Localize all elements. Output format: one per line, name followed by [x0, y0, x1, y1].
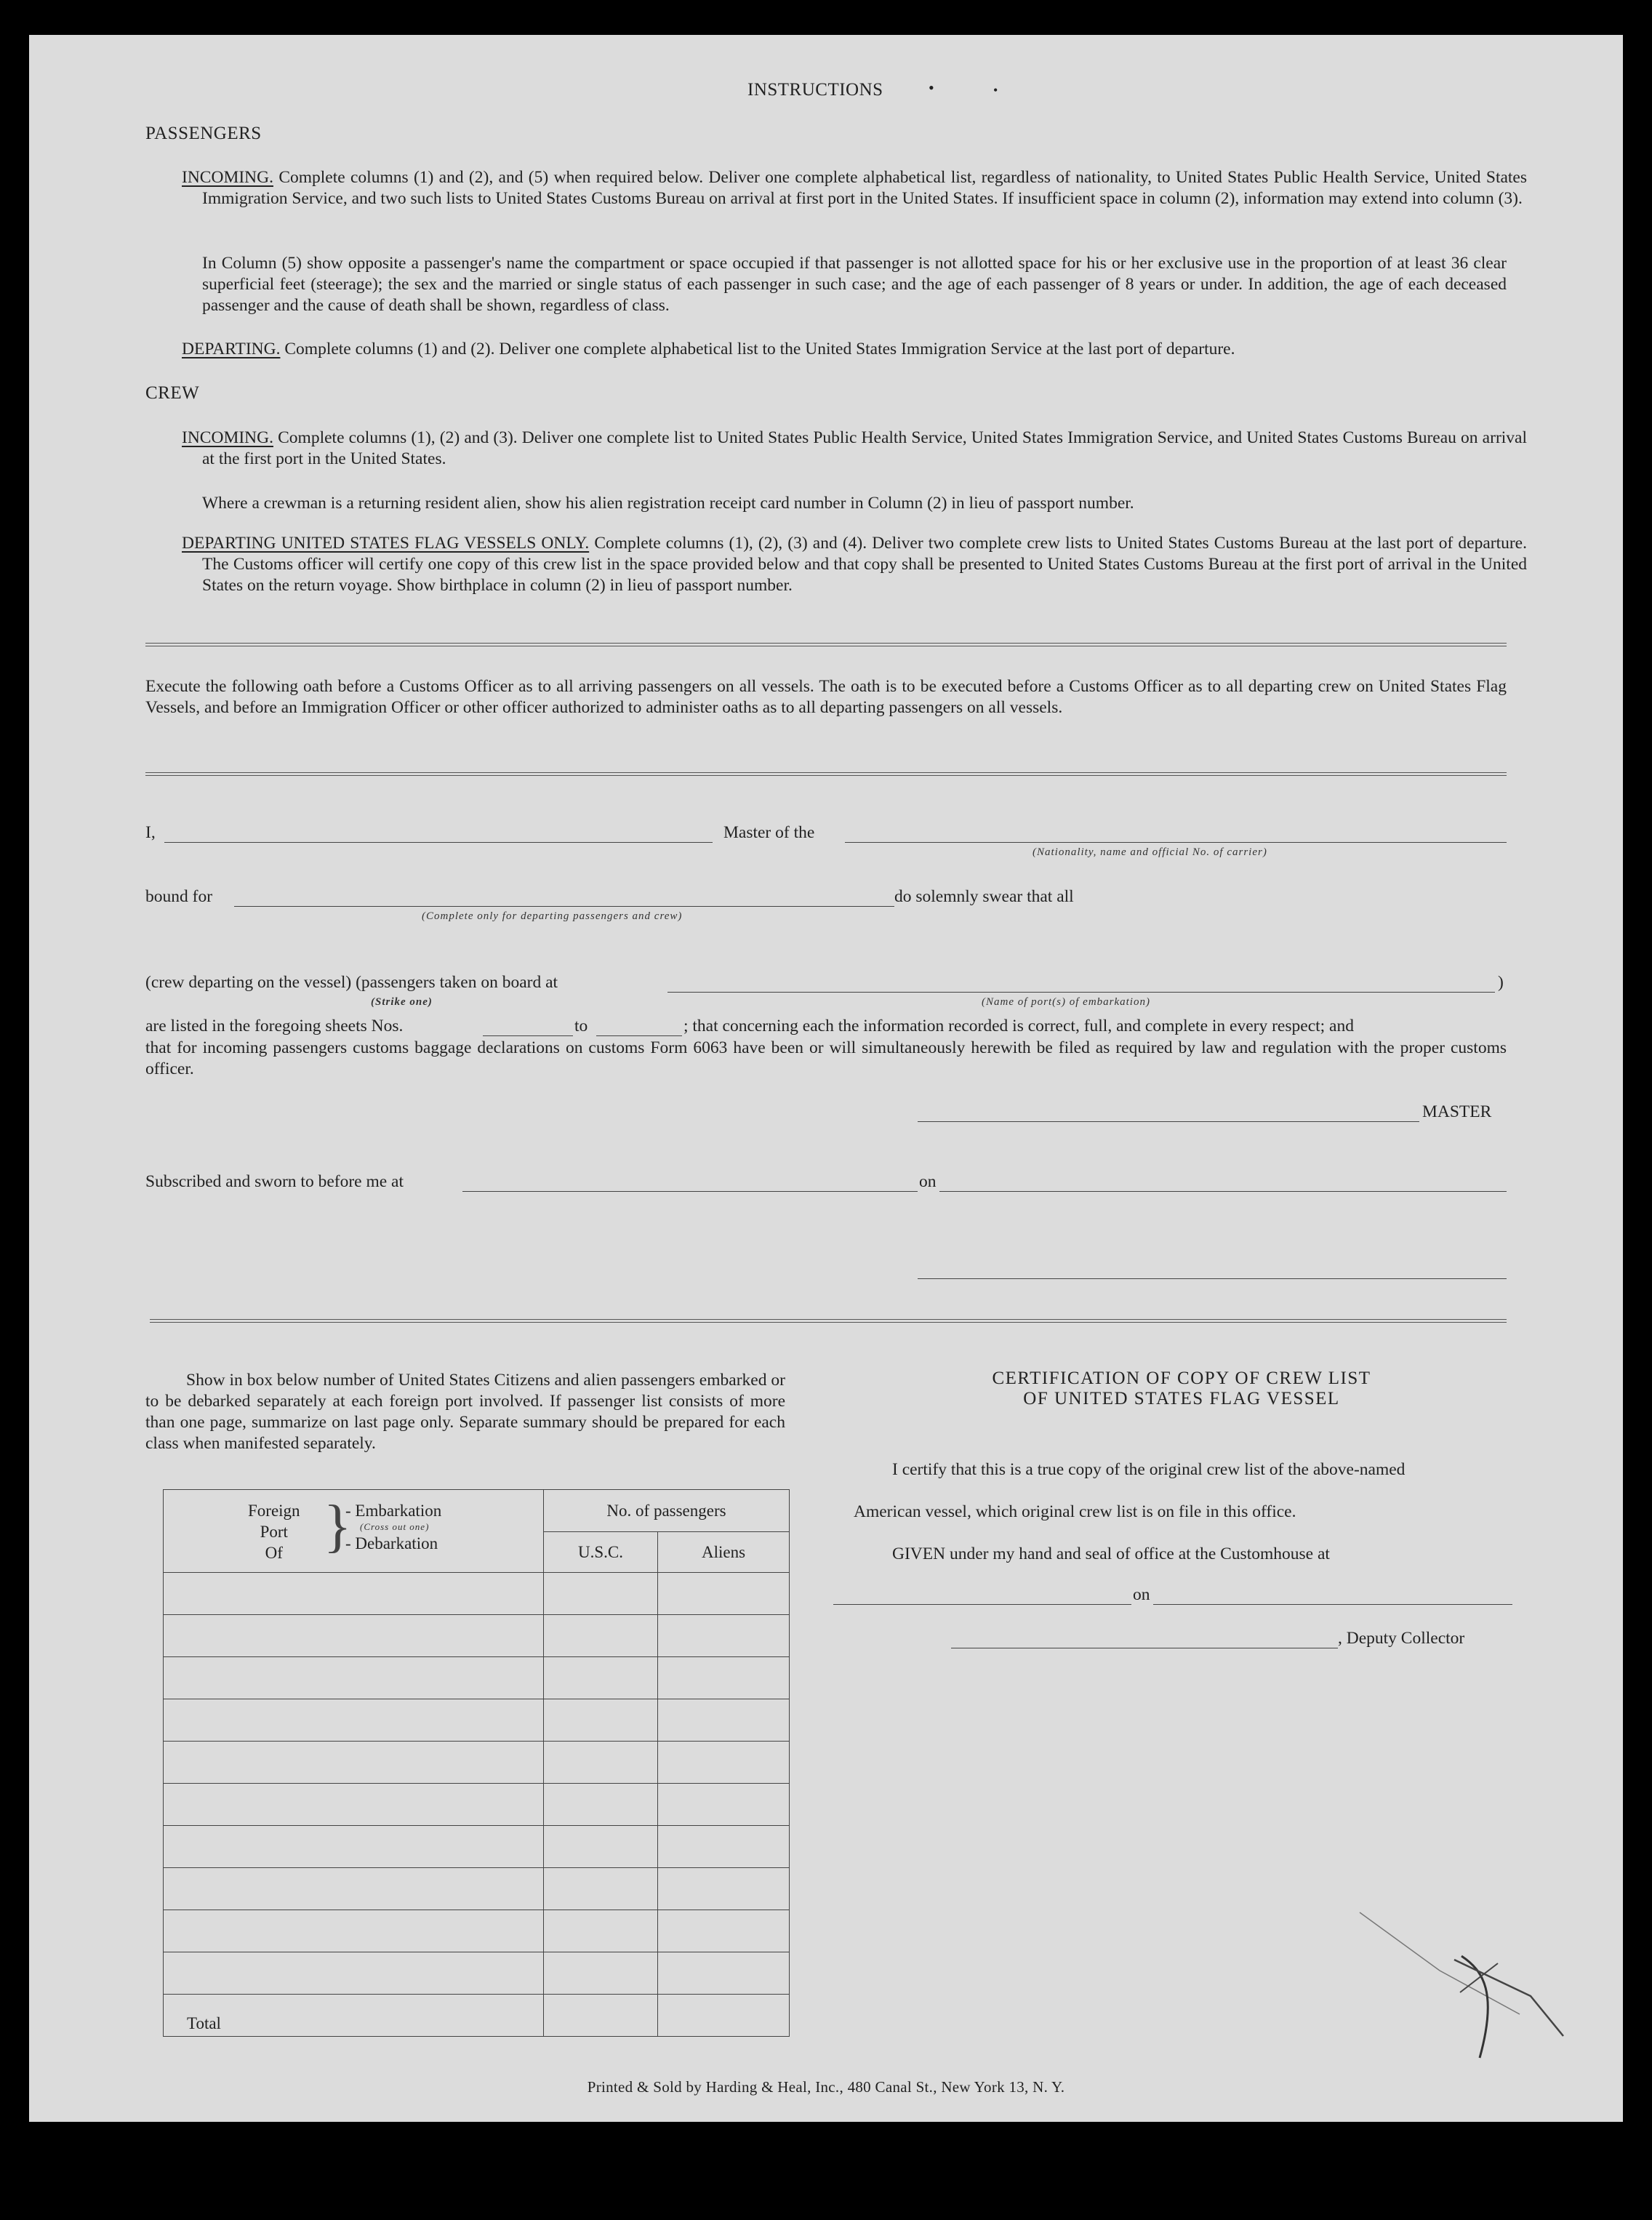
sheet-to-field[interactable]: [596, 1035, 682, 1036]
section-divider: [145, 772, 1507, 776]
officer-signature-field[interactable]: [918, 1278, 1507, 1279]
crew-incoming-label: INCOMING.: [182, 428, 273, 447]
crew-incoming-text: Complete columns (1), (2) and (3). Deliver one complete list to United States Public Health Service, United States Immigration Service, and United States Customs Bureau on arrival at the first port in the United States.: [202, 428, 1528, 468]
sworn-date-field[interactable]: [939, 1191, 1507, 1192]
table-row: [164, 1868, 790, 1910]
table-row: [164, 1826, 790, 1868]
usc-total-cell[interactable]: [544, 1995, 658, 2037]
passengers-departing-label: DEPARTING.: [182, 340, 281, 358]
aliens-cell[interactable]: [658, 1784, 790, 1826]
certification-title: [851, 1369, 1512, 1409]
close-paren: ): [1498, 973, 1504, 992]
passengers-departing-paragraph: [182, 339, 1507, 360]
of-label: Of: [265, 1544, 283, 1562]
embarkation-ports-field[interactable]: [667, 992, 1495, 993]
crew-departing-paragraph: [182, 533, 1527, 596]
usc-cell[interactable]: [544, 1615, 658, 1657]
vessel-field[interactable]: [845, 842, 1507, 843]
crew-departing-label: DEPARTING UNITED STATES FLAG VESSELS ONLY.: [182, 534, 590, 553]
nationality-caption: (Nationality, name and official No. of carrier): [1032, 846, 1267, 858]
certify-line1: I certify that this is a true copy of the original crew list of the above-named: [892, 1460, 1406, 1479]
table-row: [164, 1573, 790, 1615]
master-name-field[interactable]: [164, 842, 713, 843]
certification-title-line1: CERTIFICATION OF COPY OF CREW LIST: [992, 1369, 1371, 1388]
embarkation-option: - Embarkation: [345, 1502, 442, 1520]
debarkation-option: - Debarkation: [345, 1534, 438, 1552]
usc-cell[interactable]: [544, 1742, 658, 1784]
port-cell[interactable]: [164, 1657, 544, 1699]
port-cell[interactable]: [164, 1784, 544, 1826]
master-of-label: Master of the: [723, 823, 815, 842]
brace-icon: }: [324, 1494, 352, 1558]
passengers-incoming-text: Complete columns (1) and (2), and (5) when required below. Deliver one complete alphabetical list, regardless of nationality, to United States Public Health Service, United States Immigration Service, and two such lists to United States Customs Bureau on arrival at first port in the United States. If insufficient space in column (2), information may extend into column (3).: [202, 168, 1528, 208]
strike-one-caption: (Strike one): [371, 996, 433, 1008]
crew-incoming-paragraph: [182, 428, 1527, 470]
crew-passengers-label: (crew departing on the vessel) (passengers taken on board at: [145, 973, 558, 992]
port-cell[interactable]: [164, 1952, 544, 1995]
solemnly-label: do solemnly swear that all: [894, 887, 1074, 906]
crew-departing-text: Complete columns (1), (2), (3) and (4). Deliver two complete crew lists to United States Customs Bureau at the last port of departure. The Customs officer will certify one copy of this crew list in the space provided below and that copy shall be presented to United States Customs Bureau at the first port of arrival in the United States on the return voyage. Show birthplace in column (2) in lieu of passport number.: [202, 534, 1527, 595]
to-label: to: [574, 1017, 588, 1035]
port-cell[interactable]: [164, 1826, 544, 1868]
cross-out-caption: (Cross out one): [360, 1521, 430, 1532]
table-row: [164, 1742, 790, 1784]
port-cell[interactable]: [164, 1699, 544, 1742]
usc-cell[interactable]: [544, 1952, 658, 1995]
port-cell[interactable]: [164, 1910, 544, 1952]
aliens-total-cell[interactable]: [658, 1995, 790, 2037]
aliens-cell[interactable]: [658, 1699, 790, 1742]
customhouse-field[interactable]: [833, 1604, 1131, 1605]
aliens-cell[interactable]: [658, 1826, 790, 1868]
certification-title-line2: OF UNITED STATES FLAG VESSEL: [1023, 1389, 1340, 1408]
table-row: [164, 1910, 790, 1952]
given-line: GIVEN under my hand and seal of office at the Customhouse at: [892, 1544, 1330, 1563]
passengers-incoming-label: INCOMING.: [182, 168, 273, 187]
master-signature-field[interactable]: [918, 1121, 1419, 1122]
listed-rest: that for incoming passengers customs baggage declarations on customs Form 6063 have been or will simultaneously herewith be filed as required by law and regulation with the proper customs officer.: [145, 1038, 1507, 1078]
aliens-cell[interactable]: [658, 1657, 790, 1699]
deputy-collector-label: , Deputy Collector: [1338, 1629, 1465, 1648]
port-cell[interactable]: [164, 1615, 544, 1657]
table-row: [164, 1699, 790, 1742]
subscribed-label: Subscribed and sworn to before me at: [145, 1172, 404, 1191]
aliens-cell[interactable]: [658, 1742, 790, 1784]
usc-cell[interactable]: [544, 1573, 658, 1615]
usc-cell[interactable]: [544, 1826, 658, 1868]
aliens-cell[interactable]: [658, 1952, 790, 1995]
ports-caption: (Name of port(s) of embarkation): [982, 996, 1150, 1008]
no-passengers-header: No. of passengers: [544, 1490, 790, 1532]
crew-resident-paragraph: Where a crewman is a returning resident alien, show his alien registration receipt card number in Column (2) in lieu of passport number.: [202, 494, 1134, 513]
foreign-port-header: [164, 1490, 544, 1573]
printer-footer: Printed & Sold by Harding & Heal, Inc., 480 Canal St., New York 13, N. Y.: [587, 2078, 1065, 2096]
table-row: [164, 1784, 790, 1826]
page-title: INSTRUCTIONS: [747, 80, 883, 100]
aliens-cell[interactable]: [658, 1910, 790, 1952]
usc-cell[interactable]: [544, 1784, 658, 1826]
passengers-column5-paragraph: In Column (5) show opposite a passenger's name the compartment or space occupied if that passenger is not allotted space for his or her exclusive use in the proportion of at least 36 clear superficial feet (steerage); the sex and the married or single status of each passenger in such case; and the age of each passenger of 8 years or under. In addition, the age of each deceased passenger and the cause of death shall be shown, regardless of class.: [202, 254, 1507, 315]
master-label: MASTER: [1422, 1102, 1492, 1121]
aliens-header: Aliens: [658, 1532, 790, 1573]
oath-i-label: I,: [145, 823, 156, 842]
table-row: [164, 1657, 790, 1699]
stray-mark: •: [993, 83, 998, 97]
bound-for-label: bound for: [145, 887, 213, 906]
passengers-incoming-paragraph: [182, 167, 1527, 209]
cert-on-label: on: [1133, 1585, 1150, 1604]
usc-cell[interactable]: [544, 1699, 658, 1742]
sworn-place-field[interactable]: [462, 1191, 918, 1192]
passenger-summary-table: [163, 1489, 790, 2037]
port-cell[interactable]: [164, 1742, 544, 1784]
bound-for-field[interactable]: [234, 906, 894, 907]
total-label: Total: [164, 1995, 544, 2037]
foreign-label: Foreign: [248, 1502, 300, 1520]
passengers-heading: PASSENGERS: [145, 124, 262, 143]
summary-instructions: Show in box below number of United States Citizens and alien passengers embarked or to be debarked separately at each foreign port involved. If passenger list consists of more than one page, summarize on last page only. Separate summary should be prepared for each class when manifested separately.: [145, 1371, 785, 1453]
on-label: on: [919, 1172, 937, 1191]
port-label: Port: [260, 1523, 288, 1541]
aliens-cell[interactable]: [658, 1868, 790, 1910]
table-row: [164, 1615, 790, 1657]
listed-prefix: are listed in the foregoing sheets Nos.: [145, 1017, 404, 1035]
complete-caption: (Complete only for departing passengers and crew): [422, 910, 683, 922]
stray-mark: •: [929, 79, 934, 97]
listed-suffix: ; that concerning each the information recorded is correct, full, and complete in every respect; and: [683, 1017, 1354, 1035]
table-row: [164, 1952, 790, 1995]
usc-cell[interactable]: [544, 1910, 658, 1952]
section-divider: [150, 1319, 1507, 1323]
total-row: [164, 1995, 790, 2037]
section-divider: [145, 643, 1507, 646]
usc-cell[interactable]: [544, 1657, 658, 1699]
aliens-cell[interactable]: [658, 1573, 790, 1615]
aliens-cell[interactable]: [658, 1615, 790, 1657]
usc-header: U.S.C.: [544, 1532, 658, 1573]
certify-line2: American vessel, which original crew list is on file in this office.: [854, 1502, 1296, 1521]
usc-cell[interactable]: [544, 1868, 658, 1910]
handwritten-mark-icon: [1352, 1891, 1571, 2065]
cert-date-field[interactable]: [1153, 1604, 1512, 1605]
oath-intro-paragraph: Execute the following oath before a Customs Officer as to all arriving passengers on all vessels. The oath is to be executed before a Customs Officer as to all departing crew on United States Flag Vessels, and before an Immigration Officer or other officer authorized to administer oaths as to all departing passengers on all vessels.: [145, 677, 1507, 717]
crew-heading: CREW: [145, 383, 200, 403]
sheet-from-field[interactable]: [483, 1035, 573, 1036]
port-cell[interactable]: [164, 1868, 544, 1910]
passengers-departing-text: Complete columns (1) and (2). Deliver one complete alphabetical list to the United States Immigration Service at the last port of departure.: [284, 340, 1235, 358]
port-cell[interactable]: [164, 1573, 544, 1615]
